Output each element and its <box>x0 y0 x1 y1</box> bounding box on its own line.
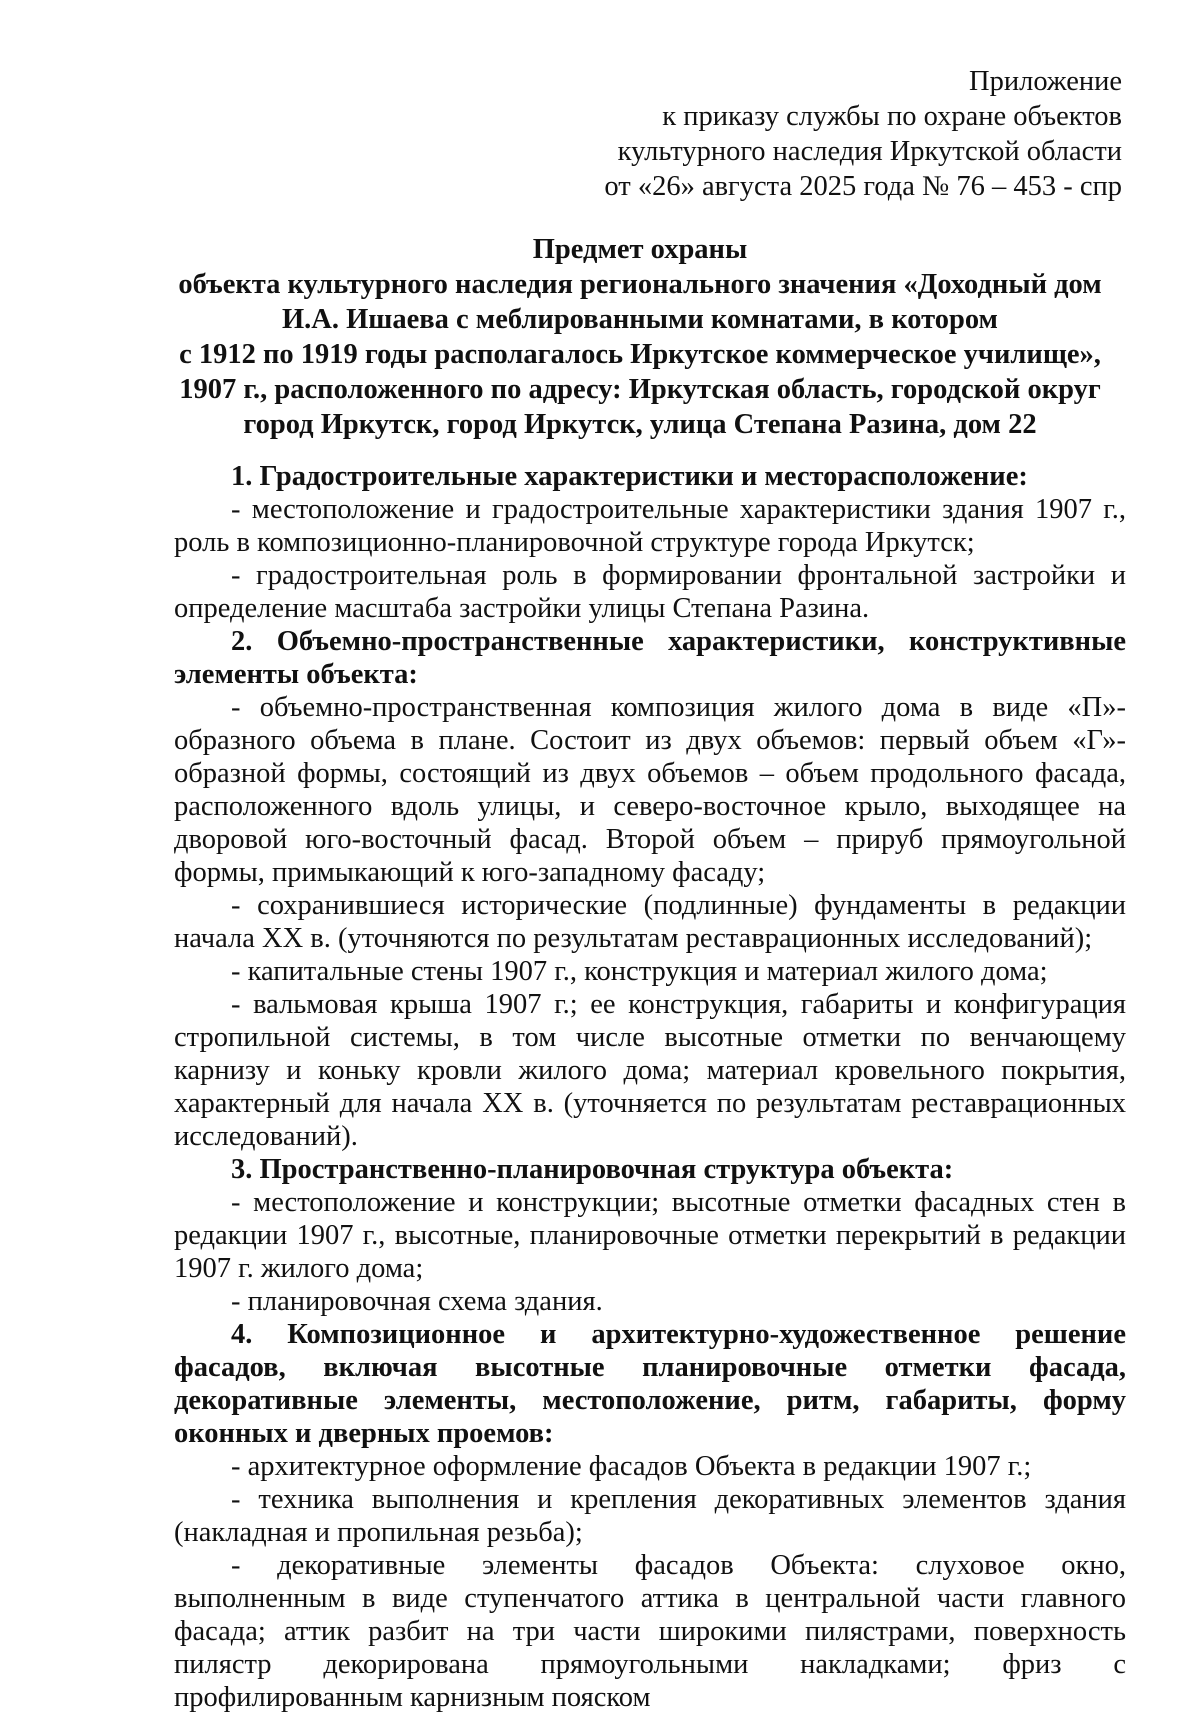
order-reference: к приказу службы по охране объектов <box>662 101 1122 132</box>
section-4-item: - техника выполнения и крепления декоративных элементов здания (накладная и пропильная резьба); <box>174 1484 1126 1548</box>
section-1-heading: 1. Градостроительные характеристики и месторасположение: <box>231 461 1028 492</box>
document-body <box>174 460 1126 1714</box>
section-2-item: - сохранившиеся исторические (подлинные) фундаменты в редакции начала XX в. (уточняются по результатам реставрационных исследований); <box>174 890 1126 954</box>
section-4-heading: 4. Композиционное и архитектурно-художественное решение фасадов, включая высотные планировочные отметки фасада, декоративные элементы, местоположение, ритм, габариты, форму оконных и дверных проемов: <box>174 1319 1126 1449</box>
section-2-item: - вальмовая крыша 1907 г.; ее конструкция, габариты и конфигурация стропильной системы, в том числе высотные отметки по венчающему карнизу и коньку кровли жилого дома; материал кровельного покрытия, характерный для начала XX в. (уточняется по результатам реставрационных исследований). <box>174 989 1126 1152</box>
title-line-4: с 1912 по 1919 годы располагалось Иркутское коммерческое училище», <box>179 339 1101 370</box>
section-3-item: - планировочная схема здания. <box>231 1286 603 1317</box>
section-3-heading: 3. Пространственно-планировочная структура объекта: <box>231 1154 954 1185</box>
section-4-item: - архитектурное оформление фасадов Объекта в редакции 1907 г.; <box>231 1451 1032 1482</box>
title-line-3: И.А. Ишаева с меблированными комнатами, в котором <box>282 304 998 335</box>
section-4-item: - декоративные элементы фасадов Объекта: слуховое окно, выполненным в виде ступенчатого аттика в центральной части главного фасада; аттик разбит на три части широкими пилястрами, поверхность пилястр декорирована прямоугольными накладками; фриз с профилированным карнизным пояском <box>174 1550 1126 1713</box>
section-2-item: - объемно-пространственная композиция жилого дома в виде «П»-образного объема в плане. Состоит из двух объемов: первый объем «Г»-образной формы, состоящий из двух объемов – объем продольного фасада, расположенного вдоль улицы, и северо-восточное крыло, выходящее на дворовой юго-восточный фасад. Второй объем – прируб прямоугольной формы, примыкающий к юго-западному фасаду; <box>174 692 1126 888</box>
section-2-heading: 2. Объемно-пространственные характеристики, конструктивные элементы объекта: <box>174 626 1126 690</box>
section-3-item: - местоположение и конструкции; высотные отметки фасадных стен в редакции 1907 г., высотные, планировочные отметки перекрытий в редакции 1907 г. жилого дома; <box>174 1187 1126 1284</box>
appendix-header <box>604 64 1122 204</box>
title-line-6: город Иркутск, город Иркутск, улица Степана Разина, дом 22 <box>243 409 1037 440</box>
order-authority: культурного наследия Иркутской области <box>617 136 1122 167</box>
section-1-item: - градостроительная роль в формировании фронтальной застройки и определение масштаба застройки улицы Степана Разина. <box>174 560 1126 624</box>
document-title <box>150 232 1130 442</box>
title-line-2: объекта культурного наследия регионального значения «Доходный дом <box>178 269 1102 300</box>
appendix-label: Приложение <box>969 66 1122 97</box>
title-line-1: Предмет охраны <box>532 234 748 265</box>
order-date-number: от «26» августа 2025 года № 76 – 453 - спр <box>604 171 1122 202</box>
section-1-item: - местоположение и градостроительные характеристики здания 1907 г., роль в композиционно-планировочной структуре города Иркутск; <box>174 494 1126 558</box>
section-2-item: - капитальные стены 1907 г., конструкция и материал жилого дома; <box>231 956 1048 987</box>
title-line-5: 1907 г., расположенного по адресу: Иркутская область, городской округ <box>179 374 1101 405</box>
